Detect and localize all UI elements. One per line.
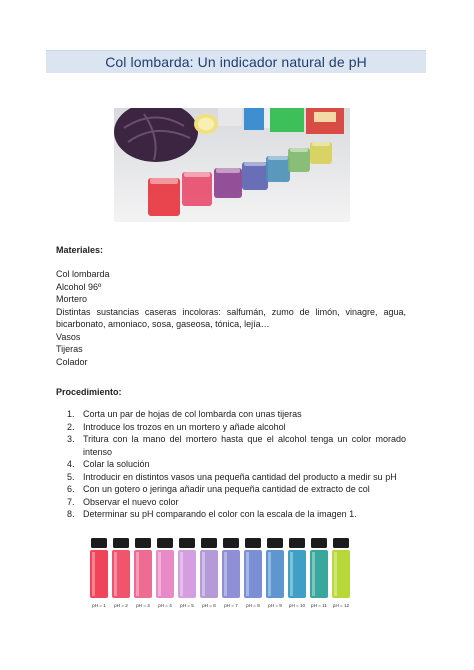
procedure-heading: Procedimiento: [56,387,122,397]
vial-highlight [246,552,249,596]
ph-scale-image [88,536,352,610]
vial-highlight [312,552,315,596]
ph-label: pH = 2 [114,603,128,608]
ph-label: pH = 6 [202,603,216,608]
vial-highlight [180,552,183,596]
materials-item: Col lombarda [56,269,110,279]
cabbage-indicator-photo [114,108,350,222]
step-text: Colar la solución [83,459,150,469]
step-text: Observar el nuevo color [83,496,179,507]
ph-label: pH = 1 [92,603,106,608]
procedure-list [56,408,406,521]
step-text: Con un gotero o jeringa añadir una pequeña cantidad de extracto de col [83,484,370,494]
step-text: Tritura con la mano del mortero hasta que el alcohol tenga un color morado intenso [83,434,406,457]
procedure-step [56,483,406,496]
page-title: Col lombarda: Un indicador natural de pH [105,54,367,70]
materials-item: Distintas sustancias caseras incoloras: salfumán, zumo de limón, vinagre, agua, bicarbonato, amoniaco, sosa, gaseosa, tónica, lejía… [56,306,406,329]
materials-item: Colador [56,356,88,367]
vial-cap [267,538,283,548]
vial-highlight [114,552,117,596]
step-number: 8. [67,509,75,519]
vial-highlight [268,552,271,596]
ph-label: pH = 4 [158,603,172,608]
vial-cap [311,538,327,548]
materials-heading: Materiales: [56,245,104,255]
vial-highlight [92,552,95,596]
ph-label: pH = 8 [246,603,260,608]
materials-list [56,268,406,368]
vial-cap [201,538,217,548]
procedure-step [56,496,406,509]
ph-label: pH = 3 [136,603,150,608]
step-text: Determinar su pH comparando el color con la escala de la imagen 1. [83,509,357,519]
procedure-step [56,471,406,484]
vial-cap [333,538,349,548]
ph-label: pH = 5 [180,603,194,608]
vial-cap [91,538,107,548]
step-number: 7. [67,496,75,507]
materials-item: Vasos [56,331,81,342]
step-number: 4. [67,459,75,469]
title-banner [46,50,426,73]
procedure-step [56,458,406,471]
materials-item: Alcohol 96º [56,281,102,292]
vial-cap [245,538,261,548]
procedure-step [56,421,406,434]
step-number: 2. [67,421,75,432]
step-text: Introduce los trozos en un mortero y añade alcohol [83,421,286,432]
materials-item: Tijeras [56,344,83,354]
step-number: 5. [67,471,75,482]
ph-label: pH = 7 [224,603,238,608]
step-number: 3. [67,434,75,444]
procedure-step [56,508,406,521]
vial-cap [113,538,129,548]
ph-label: pH = 12 [332,603,350,608]
ph-label: pH = 9 [268,603,282,608]
vial-cap [223,538,239,548]
vial-highlight [224,552,227,596]
procedure-step [56,408,406,421]
vial-highlight [158,552,161,596]
vial-highlight [202,552,205,596]
ph-vials [88,536,352,610]
step-text: Introducir en distintos vasos una pequeña cantidad del producto a medir su pH [83,471,397,482]
materials-item: Mortero [56,294,88,304]
vial-cap [135,538,151,548]
vial-cap [179,538,195,548]
step-number: 6. [67,484,75,494]
vial-cap [289,538,305,548]
ph-label: pH = 11 [311,603,327,608]
photo-illustration [114,108,350,222]
vial-highlight [334,552,337,596]
vial-highlight [290,552,293,596]
step-text: Corta un par de hojas de col lombarda con unas tijeras [83,409,302,419]
ph-label: pH = 10 [288,603,306,608]
procedure-step [56,433,406,458]
vial-cap [157,538,173,548]
vial-highlight [136,552,139,596]
step-number: 1. [67,409,75,419]
